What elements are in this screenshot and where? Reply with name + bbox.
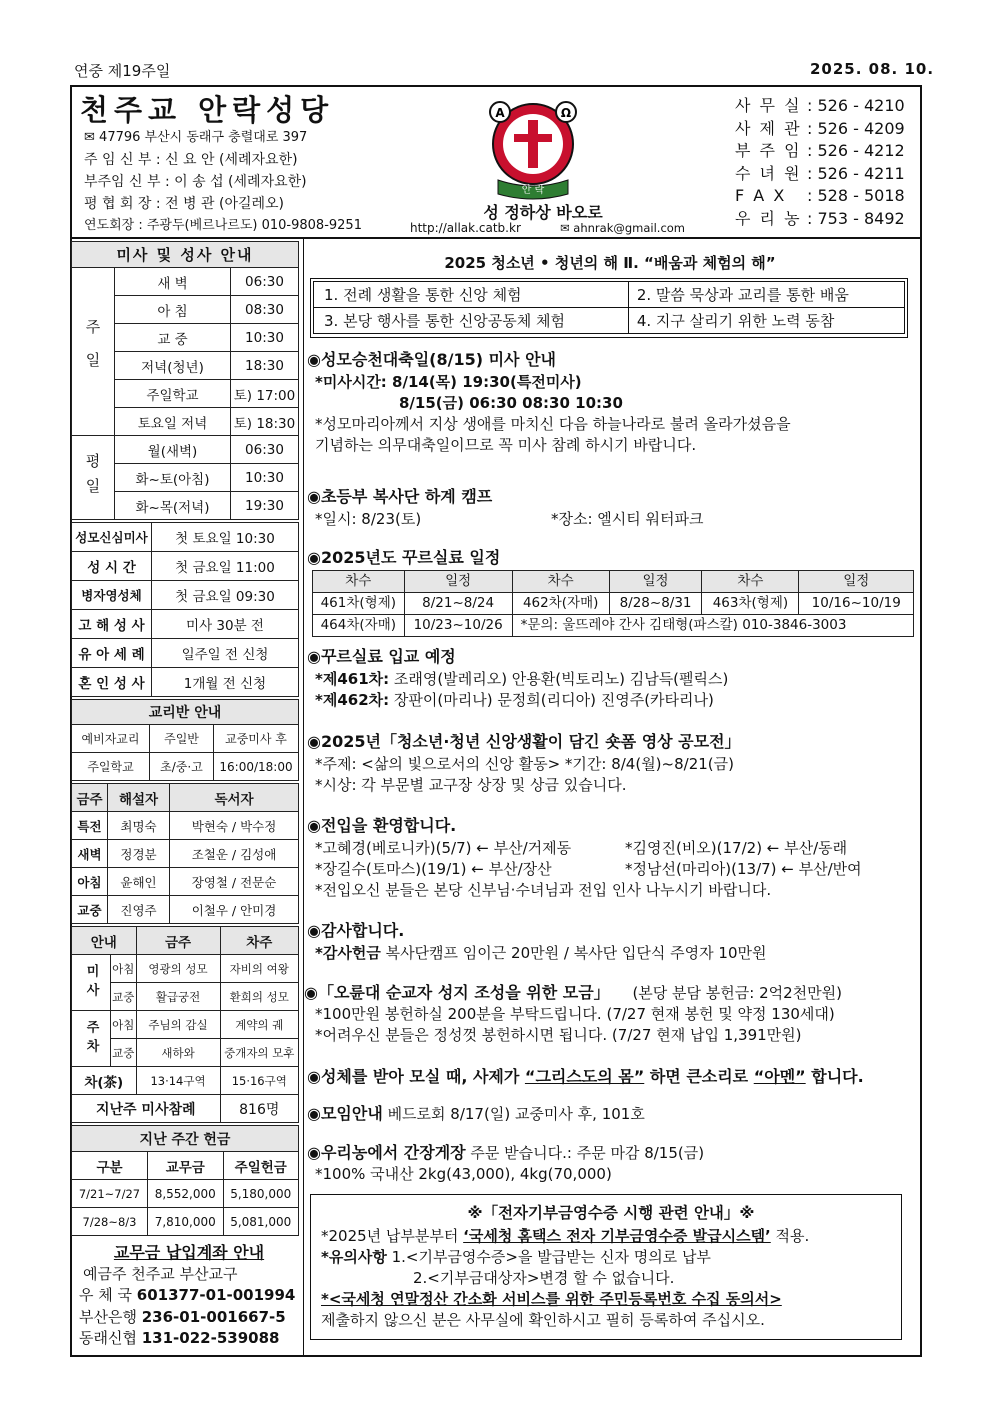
notice-crab-order: ◉우리농에서 간장게장 주문 받습니다.: 주문 마감 8/15(금) *100% 국내산 2kg(43,000), 4kg(70,000) [307, 1143, 705, 1183]
catechism-table: 교리반 안내 예비자교리 주일반 교중미사 후 주일학교 초/중·고 16:00/18:00 [71, 699, 299, 781]
notice-communion: ◉성체를 받아 모실 때, 사제가 “그리스도의 몸” 하면 큰소리로 “아멘” 합니다. [307, 1067, 864, 1086]
notice-thanks: ◉감사합니다. *감사헌금 복사단캠프 임이근 20만원 / 복사단 입단식 주영자 10만원 [307, 921, 767, 962]
contact-row: 우 리 농 : 753 - 8492 [735, 208, 905, 228]
parish-address: 47796 부산시 동래구 충렬대로 397 [99, 130, 308, 145]
cursillo-table: 차수 일정 차수 일정 차수 일정 461차(형제) 8/21~8/24 462차(자매) 8/28~8/31 463차(형제) 10/16~10/19 464차(자매) 10/23~10/26 *문의: 울뜨레야 간사 김태형(파스칼) 010-3846-3003 [312, 570, 914, 637]
svg-text:A: A [495, 106, 505, 120]
notice-cursillo-entrants: ◉꾸르실료 입교 예정 *제461차: 조래영(발레리오) 안용환(빅토리노) 김남득(펠릭스) *제462차: 장판이(마리나) 문정희(리디아) 진영주(카타리나) [307, 647, 729, 709]
year-title: 2025 청소년 • 청년의 해 Ⅱ. “배움과 체험의 해” [444, 254, 776, 272]
contact-list [735, 95, 905, 230]
weekday-label: 평일 [72, 436, 115, 520]
contact-row: 수 녀 원 : 526 - 4211 [735, 163, 905, 183]
left-column [71, 241, 299, 1350]
contact-row: 사 무 실 : 526 - 4210 [735, 96, 905, 115]
notice-assumption: ◉성모승천대축일(8/15) 미사 안내 *미사시간: 8/14(목) 19:30(특전미사) 8/15(금) 06:30 08:30 10:30 *성모마리아께서 지상 생애를 마치신 다음 하늘나라로 불려 올라가셨음을 기념하는 의무대축일이므로 꼭 미사 참례 하시기 바랍니다. [307, 350, 791, 454]
website[interactable]: http://allak.catb.kr [410, 221, 521, 235]
contact-row: F A X : 528 - 5018 [735, 186, 905, 205]
prayer-leader: 연도회장 : 주광두(베르나르도) 010-9808-9251 [84, 218, 362, 233]
e-receipt-notice: ※「전자기부금영수증 시행 관련 안내」※ *2025년 납부분부터 ‘국세청 홈택스 전자 기부금영수증 발급시스템’ 적용. *유의사항 1.<기부금영수증>을 발급받는 신자 명의로 납부 2.<기부금대상자>변경 할 수 없습니다. *<국세청 연말정산 간소화 서비스를 위한 주민등록번호 수집 동의서> 제출하지 않으신 분은 사무실에 확인하시고 필히 등록하여 주십시오. [310, 1194, 902, 1340]
svg-text:Ω: Ω [560, 106, 572, 120]
mail-icon: ✉ [84, 130, 95, 145]
mail-icon: ✉ [560, 221, 574, 235]
sacrament-table: 성모신심미사 첫 토요일 10:30 성 시 간 첫 금요일 11:00 병자영성체 첫 금요일 09:30 고 해 성 사 미사 30분 전 유 아 세 례 일주일 전 신청 혼 인 성 사 1개월 전 신청 [71, 522, 299, 697]
assistant-pastor: 부주임 신 부 : 이 송 섭 (세례자요한) [84, 174, 307, 190]
mass-title: 미사 및 성사 안내 [72, 242, 299, 268]
account-info: 교무금 납입계좌 안내 예금주 천주교 부산교구 우 체 국 601377-01-001994 부산은행 236-01-001667-5 동래신협 131-022-539088 [79, 1243, 296, 1347]
contact-row: 사 제 관 : 526 - 4209 [735, 118, 905, 138]
pastor: 주 임 신 부 : 신 요 안 (세례자요한) [84, 152, 298, 168]
readers-table: 금주 해설자 독서자 특전 최명숙 박현숙 / 박수정 새벽 정경분 조철운 / 김성애 아침 윤해인 장영철 / 전문순 교중 진영주 이철우 / 안미경 [71, 783, 299, 924]
logo-text: 안 락 [521, 185, 545, 196]
header-divider [70, 237, 922, 239]
year-goals: 1. 전례 생활을 통한 신앙 체험 2. 말씀 묵상과 교리를 통한 배움 3. 본당 행사를 통한 신앙공동체 체험 4. 지구 살리기 위한 노력 동참 [310, 278, 908, 338]
parish-logo [478, 90, 588, 200]
notice-altar-camp: ◉초등부 복사단 하계 캠프 *일시: 8/23(토) *장소: 엘시티 워터파크 [307, 487, 704, 528]
email-address: ahnrak@gmail.com [573, 221, 686, 235]
column-divider [303, 239, 304, 1355]
notice-shortform-contest: ◉2025년「청소년·청년 신앙생활이 담긴 숏폼 영상 공모전」 *주제: <삶의 빛으로서의 신앙 활동> *기간: 8/4(월)~8/21(금) *시상: 각 부문별 교구장 상장 및 상금 있습니다. [307, 732, 741, 794]
parish-info [84, 127, 414, 237]
notice-welcome: ◉전입을 환영합니다. *고혜경(베로니카)(5/7) ← 부산/거제동 *김영진(비오)(17/2) ← 부산/동래 *장길수(토마스)(19/1) ← 부산/장산 *정남선(마리아)(13/7) ← 부산/반여 *전입오신 분들은 본당 신부님·수녀님과 전입 인사 나누시기 바랍니다. [307, 816, 862, 899]
email[interactable] [560, 221, 685, 235]
notice-meeting: ◉모임안내 베드로회 8/17(일) 교중미사 후, 101호 [307, 1104, 645, 1123]
notice-cursillo-schedule: ◉2025년도 꾸르실료 일정 차수 일정 차수 일정 차수 일정 461차(형제) 8/21~8/24 462차(자매) 8/28~8/31 463차(형제) 10/16~10/19 464차(자매) 10/23~10/26 *문의: 울뜨레야 간사 김태형(파스칼) 010-3846-3003 [307, 547, 917, 637]
council-president: 평 협 회 장 : 전 병 관 (아길레오) [84, 196, 285, 212]
patron-saint: 성 정하상 바오로 [483, 203, 603, 222]
parish-title: 천주교 안락성당 [80, 93, 335, 127]
contact-row: 부 주 임 : 526 - 4212 [735, 141, 905, 160]
sunday-label: 주일 [72, 268, 115, 436]
week-label: 연중 제19주일 [74, 62, 171, 80]
notice-fundraising: ◉「오륜대 순교자 성지 조성을 위한 모금」 (본당 분담 봉헌금: 2억2천만원) *100만원 봉헌하실 200분을 부탁드립니다. (7/27 현재 봉헌 및 약정 130세대) *어려우신 분들은 정성껏 봉헌하시면 됩니다. (7/27 현재 납입 1,391만원) [304, 983, 842, 1044]
guide-table: 안내 금주 차주 미사 아침 영광의 성모 자비의 여왕 교중 활급궁전 환희의 성모 주차 아침 주님의 감실 계약의 궤 교중 새하와 중개자의 모후 차(茶) 13·14구역 15·16구역 지난주 미사참례 816명 [71, 926, 299, 1123]
offering-table: 지난 주간 헌금 구분 교무금 주일헌금 7/21~7/27 8,552,000 5,180,000 7/28~8/3 7,810,000 5,081,000 [71, 1125, 299, 1236]
mass-table: 미사 및 성사 안내 주일 새 벽 06:30 아 침 08:30 교 중 10:30 저녁(청년) 18:30 주일학교 토) 17:00 토요일 저녁 토) 18:30 평일 월(새벽) 06:30 화~토(아침) 10:30 화~목(저녁) 19:30 [71, 241, 299, 520]
issue-date: 2025. 08. 10. [810, 60, 935, 78]
